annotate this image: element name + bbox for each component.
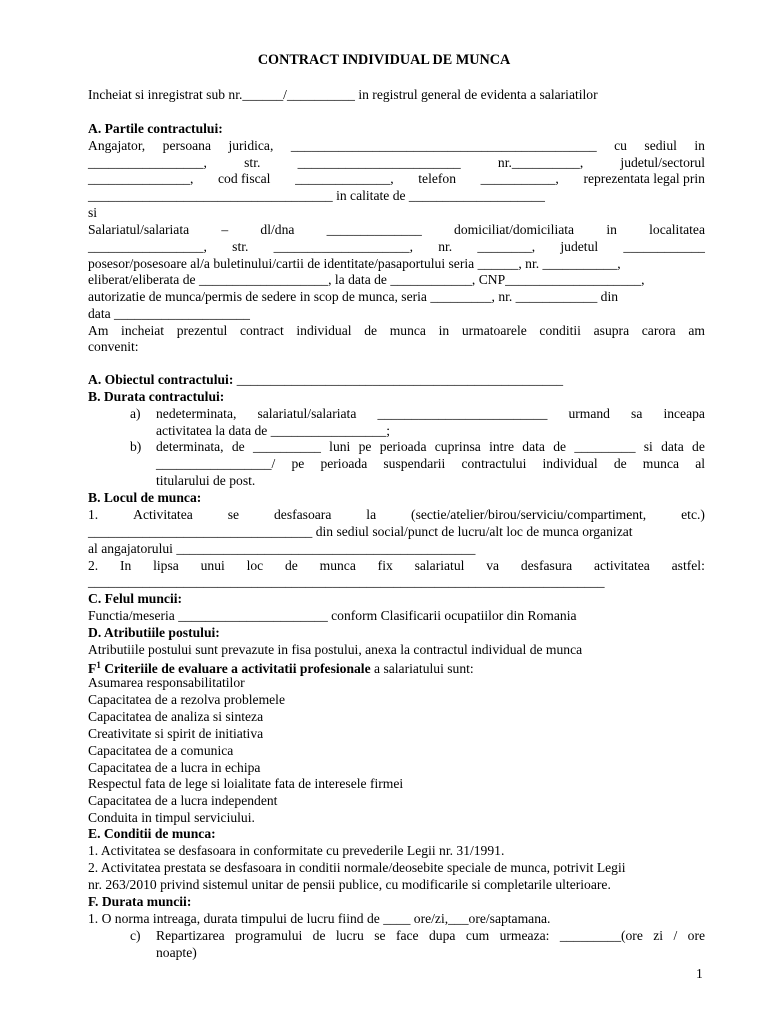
page-number: 1: [696, 966, 703, 981]
section-duties-heading: D. Atributiile postului:: [88, 625, 220, 640]
workplace-4-word: de: [284, 558, 298, 573]
parties-line-word: domiciliat/domiciliata: [454, 222, 575, 237]
option-b-word: cuprinsa: [434, 439, 481, 454]
option-b2-word: de: [613, 456, 627, 471]
parties-line-word: conditii: [539, 323, 581, 338]
workplace-4-word: munca: [319, 558, 356, 573]
option-b-word: de: [231, 439, 245, 454]
option-c-line: [156, 927, 705, 944]
object-blank: ________________________________________________: [236, 372, 564, 387]
parties-line-word: munca: [389, 323, 426, 338]
option-b-word: pe: [358, 439, 372, 454]
option-b2-word: pe: [291, 456, 305, 471]
parties-line: si: [88, 205, 98, 220]
workplace-4-word: In: [120, 558, 132, 573]
parties-line: [88, 154, 705, 171]
workplace-line-4: [88, 557, 705, 574]
parties-line-word: ________________________: [297, 155, 461, 170]
parties-line-word: _________________,: [88, 155, 207, 170]
criteria-item: Capacitatea de a lucra in echipa: [88, 759, 261, 775]
duties-line: Atributiile postului sunt prevazute in fisa postului, anexa la contractul individual de munca: [88, 642, 583, 657]
section-workplace-heading: B. Locul de munca:: [88, 490, 202, 505]
criteria-item: Respectul fata de lege si loialitate fata de interesele firmei: [88, 776, 404, 792]
option-c-word: ore: [687, 928, 705, 943]
parties-line: [88, 170, 705, 187]
option-a-word: _________________________: [377, 406, 548, 421]
parties-line-word: _______________,: [88, 171, 194, 186]
parties-line-word: in: [694, 138, 705, 153]
parties-line: [88, 221, 705, 238]
option-a-line: [156, 405, 705, 422]
option-a-line2: activitatea la data de _________________;: [156, 423, 391, 438]
option-b2-word: suspendarii: [383, 456, 446, 471]
criteria-item: Conduita in timpul serviciului.: [88, 810, 255, 826]
parties-line-word: Am: [88, 323, 109, 338]
parties-line: [88, 137, 705, 154]
section-object-heading: A. Obiectul contractului:: [88, 372, 234, 387]
option-b2-word: al: [695, 456, 705, 471]
parties-line: [88, 238, 705, 255]
option-b-marker: b): [130, 439, 142, 454]
criteria-heading-sup: 1: [96, 660, 101, 670]
parties-line-word: ________,: [477, 239, 536, 254]
parties-line: data ____________________: [88, 306, 250, 321]
criteria-item: Creativitate si spirit de initiativa: [88, 725, 264, 741]
option-c-word: programului: [235, 928, 303, 943]
option-c-word: Repartizarea: [156, 928, 225, 943]
parties-line-word: judetul: [560, 239, 599, 254]
workplace-1-word: la: [366, 507, 377, 522]
parties-line-word: nr.__________,: [497, 155, 584, 170]
criteria-item: Asumarea responsabilitatilor: [88, 675, 245, 690]
parties-line-word: urmatoarele: [461, 323, 527, 338]
parties-line-word: ___________,: [480, 171, 559, 186]
parties-line: [88, 322, 705, 339]
parties-line-word: de: [364, 323, 378, 338]
option-b-word: si: [643, 439, 653, 454]
option-b2-word: _________________/: [156, 456, 276, 471]
criteria-item: Capacitatea de a lucra independent: [88, 793, 278, 809]
parties-line-word: ______________: [326, 222, 422, 237]
parties-line-word: –: [221, 222, 229, 237]
option-a-word: urmand: [568, 406, 610, 421]
workplace-4-word: va: [486, 558, 500, 573]
parties-line: autorizatie de munca/permis de sedere in scop de munca, seria _________, nr. ____________ din: [88, 289, 619, 304]
workplace-4-word: 2.: [88, 558, 99, 573]
section-duration-heading: B. Durata contractului:: [88, 389, 225, 404]
parties-line-word: _________________,: [88, 239, 207, 254]
option-c-word: se: [374, 928, 386, 943]
option-b-word: determinata,: [156, 439, 224, 454]
parties-line-word: incheiat: [121, 323, 165, 338]
criteria-item: Capacitatea de analiza si sinteza: [88, 708, 264, 724]
workplace-4-word: unui: [200, 558, 225, 573]
parties-line-word: dl/dna: [260, 222, 295, 237]
workplace-line-5: ____________________________________________________________________________: [88, 574, 605, 589]
option-c-word: dupa: [428, 928, 456, 943]
intro-line: Incheiat si inregistrat sub nr.______/__________ in registrul general de evidenta a salariatilor: [88, 87, 598, 102]
parties-line-word: str.: [232, 239, 249, 254]
section-object-line: [88, 371, 705, 388]
option-a-word: nedeterminata,: [156, 406, 237, 421]
parties-line: eliberat/eliberata de ___________________, la data de ____________, CNP____________________,: [88, 272, 645, 287]
option-c-word: de: [312, 928, 326, 943]
parties-line-word: asupra: [593, 323, 630, 338]
option-c-line2: noapte): [156, 945, 197, 960]
option-b-word: luni: [329, 439, 351, 454]
option-c-word: urmeaza:: [499, 928, 550, 943]
option-c-word: _________(ore: [559, 928, 643, 943]
document-title: CONTRACT INDIVIDUAL DE MUNCA: [257, 52, 511, 68]
workplace-4-word: desfasura: [520, 558, 573, 573]
workplace-line-3: al angajatorului ____________________________________________: [88, 541, 476, 556]
option-b-word: de: [692, 439, 705, 454]
parties-line-word: judetul/sectorul: [620, 155, 705, 170]
parties-line: convenit:: [88, 339, 139, 354]
option-b-line3: titularului de post.: [156, 473, 256, 488]
criteria-item: Capacitatea de a rezolva problemele: [88, 691, 285, 707]
option-b-word: _________: [574, 439, 636, 454]
parties-line-word: nr.: [438, 239, 453, 254]
parties-line-word: cod fiscal: [217, 171, 271, 186]
parties-line-word: in: [606, 222, 617, 237]
conditions-line-1: 1. Activitatea se desfasoara in conformitate cu prevederile Legii nr. 31/1991.: [88, 843, 505, 858]
section-conditions-heading: E. Conditii de munca:: [88, 826, 216, 841]
parties-line-word: Angajator,: [88, 138, 146, 153]
option-c-word: face: [395, 928, 419, 943]
option-b-word: de: [553, 439, 567, 454]
workplace-1-word: se: [227, 507, 240, 522]
parties-line-word: cu: [614, 138, 627, 153]
parties-line-word: persoana: [162, 138, 211, 153]
option-b-word: data: [661, 439, 684, 454]
parties-line-word: reprezentata legal prin: [583, 171, 705, 186]
option-b-word: __________: [252, 439, 321, 454]
option-b-word: perioada: [379, 439, 427, 454]
section-worktime-heading: F. Durata muncii:: [88, 894, 192, 909]
parties-line-word: telefon: [418, 171, 457, 186]
option-c-word: zi: [653, 928, 664, 943]
criteria-heading-f: F: [88, 661, 97, 676]
parties-line-word: Salariatul/salariata: [88, 222, 190, 237]
option-a-word: sa: [631, 406, 643, 421]
section-job-heading: C. Felul muncii:: [88, 591, 183, 606]
workplace-4-word: activitatea: [593, 558, 650, 573]
parties-line: posesor/posesoare al/a buletinului/cartii de identitate/pasaportului seria ______, nr. ___________,: [88, 256, 621, 271]
parties-line-word: individual: [296, 323, 352, 338]
option-c-marker: c): [130, 928, 141, 943]
parties-line-word: str.: [244, 155, 261, 170]
option-c-word: cum: [465, 928, 490, 943]
parties-line-word: in: [438, 323, 450, 338]
parties-line-word: ______________,: [295, 171, 394, 186]
criteria-heading-bold: Criteriile de evaluare a activitatii profesionale: [100, 661, 371, 676]
workplace-1-word: (sectie/atelier/birou/serviciu/compartiment,: [411, 507, 647, 522]
workplace-1-word: Activitatea: [133, 507, 193, 522]
criteria-heading-rest: a salariatului sunt:: [370, 661, 474, 676]
option-b2-word: munca: [642, 456, 680, 471]
option-b-word: intre: [489, 439, 515, 454]
option-c-word: /: [673, 928, 678, 943]
worktime-line-1: 1. O norma intreaga, durata timpului de lucru fiind de ____ ore/zi,___ore/saptamana.: [88, 911, 551, 926]
parties-line-word: juridica,: [228, 138, 274, 153]
section-parties-heading: A. Partile contractului:: [88, 121, 223, 136]
option-a-marker: a): [130, 406, 141, 421]
option-b-line: [156, 438, 705, 455]
workplace-4-word: loc: [246, 558, 264, 573]
conditions-line-2: 2. Activitatea prestata se desfasoara in conditii normale/deosebite speciale de munca, potrivit Legii: [88, 860, 626, 875]
parties-line-word: ____________________,: [273, 239, 413, 254]
workplace-line-1: [88, 506, 705, 523]
workplace-4-word: astfel:: [671, 558, 705, 573]
option-b2-word: perioada: [320, 456, 368, 471]
parties-line-word: prezentul: [176, 323, 228, 338]
option-b-word: data: [522, 439, 545, 454]
parties-line-word: sediul: [644, 138, 677, 153]
option-c-word: lucru: [335, 928, 364, 943]
parties-line: ____________________________________ in calitate de ____________________: [88, 188, 545, 203]
option-a-word: inceapa: [663, 406, 705, 421]
parties-line-word: ____________: [623, 239, 705, 254]
parties-line-word: localitatea: [649, 222, 705, 237]
workplace-4-word: fix: [377, 558, 393, 573]
workplace-4-word: lipsa: [153, 558, 179, 573]
workplace-1-word: desfasoara: [273, 507, 332, 522]
parties-line-word: _____________________________________________: [290, 138, 597, 153]
workplace-1-word: etc.): [681, 507, 705, 522]
option-b2-word: individual: [542, 456, 598, 471]
option-b2-word: contractului: [461, 456, 527, 471]
parties-line-word: carora: [641, 323, 676, 338]
workplace-1-word: 1.: [88, 507, 99, 522]
conditions-line-3: nr. 263/2010 privind sistemul unitar de pensii publice, cu modificarile si completarile ulterioare.: [88, 877, 611, 892]
parties-line-word: am: [688, 323, 705, 338]
parties-line-word: contract: [239, 323, 284, 338]
workplace-4-word: salariatul: [414, 558, 465, 573]
workplace-line-2: _________________________________ din sediul social/punct de lucru/alt loc de munca organizat: [88, 524, 633, 539]
option-b-line2: [156, 455, 705, 472]
criteria-item: Capacitatea de a comunica: [88, 742, 234, 758]
job-line: Functia/meseria ______________________ conform Clasificarii ocupatiilor din Romania: [88, 608, 577, 623]
option-a-word: salariatul/salariata: [257, 406, 357, 421]
